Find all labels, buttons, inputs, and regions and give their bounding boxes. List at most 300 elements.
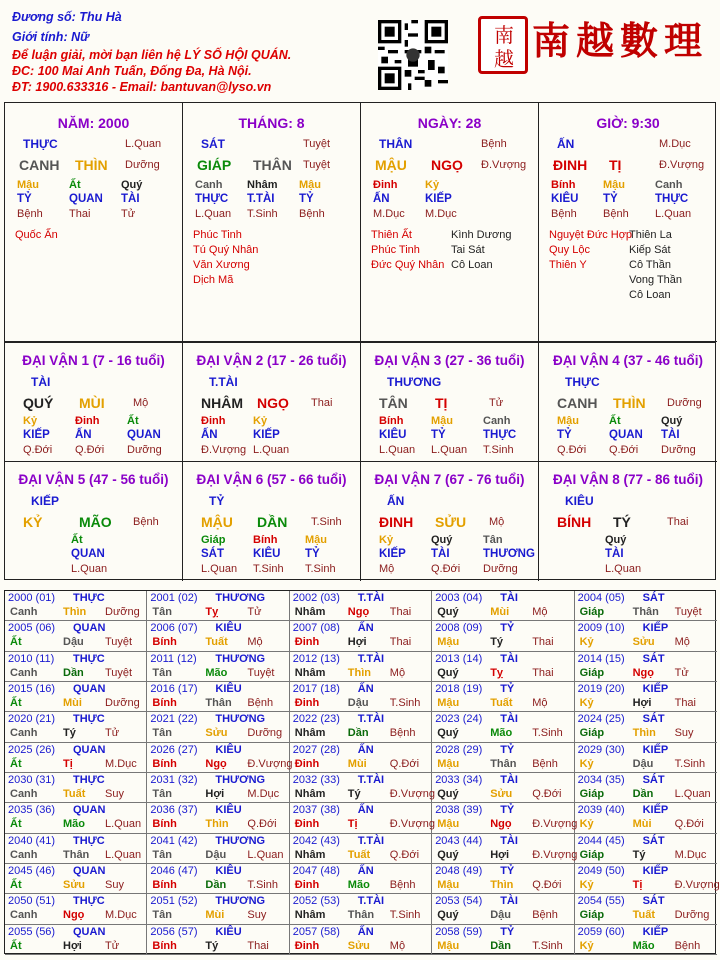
year-branch: Hợi xyxy=(63,939,82,952)
hidden-god: QUAN xyxy=(71,548,105,560)
year-stem: Bính xyxy=(152,697,177,709)
pillar-side-state: L.Quan xyxy=(125,138,162,150)
year-label: 2051 (52) xyxy=(150,895,198,908)
luck-god: TỶ xyxy=(209,494,225,508)
pillar-branch: TỊ xyxy=(609,157,622,173)
hidden-state: M.Dục xyxy=(373,208,405,220)
year-cell[interactable] xyxy=(5,834,147,864)
luck-period-8[interactable] xyxy=(539,462,717,581)
year-cell[interactable] xyxy=(290,773,435,803)
year-state: L.Quan xyxy=(105,818,142,831)
year-label: 2033 (34) xyxy=(435,774,483,786)
year-label: 2035 (36) xyxy=(8,804,56,817)
year-stem: Kỷ xyxy=(579,757,594,770)
hidden-stem: Quý xyxy=(605,534,627,546)
hidden-god: KIÊU xyxy=(379,429,407,441)
year-cell[interactable] xyxy=(432,743,574,773)
year-branch: Sửu xyxy=(63,879,86,891)
hidden-stem: Bính xyxy=(551,179,576,191)
year-cell[interactable] xyxy=(290,803,435,833)
year-cell[interactable] xyxy=(147,743,293,773)
pillar-stem-god: THỰC xyxy=(23,137,58,151)
year-state: Mộ xyxy=(389,939,406,952)
luck-period-5[interactable] xyxy=(5,462,183,581)
luck-god: KIẾP xyxy=(31,494,60,508)
hidden-state: T.Sinh xyxy=(247,208,278,220)
hidden-state: Bệnh xyxy=(551,208,577,220)
luck-title: ĐẠI VẬN 1 (7 - 16 tuổi) xyxy=(22,353,165,368)
year-label: 2009 (10) xyxy=(577,622,625,635)
phone-line[interactable]: ĐT: 1900.633316 - Email: bantuvan@lyso.vn xyxy=(12,80,272,94)
year-cell[interactable] xyxy=(5,894,147,924)
year-label: 2016 (17) xyxy=(150,683,198,695)
year-stem: Tân xyxy=(152,727,172,740)
year-state: Q.Đới xyxy=(389,757,420,770)
year-state: Đ.Vượng xyxy=(389,788,435,800)
year-cell[interactable] xyxy=(432,803,578,833)
hidden-god: KIẾP xyxy=(425,193,452,205)
year-state: Mộ xyxy=(532,697,548,709)
year-cell[interactable] xyxy=(147,925,289,955)
year-label: 2004 (05) xyxy=(577,592,625,604)
year-god: TÀI xyxy=(500,592,518,604)
year-label: 2045 (46) xyxy=(8,865,56,877)
year-branch: Dậu xyxy=(63,636,84,649)
year-branch: Tuất xyxy=(347,848,371,861)
year-cell[interactable] xyxy=(5,682,147,712)
year-cell[interactable] xyxy=(575,621,717,651)
year-god: TÀI xyxy=(500,834,518,847)
hidden-god: T.TÀI xyxy=(247,193,275,205)
year-branch: Tý xyxy=(632,848,646,861)
year-cell[interactable] xyxy=(290,894,432,924)
year-label: 2022 (23) xyxy=(292,713,340,726)
year-stem: Bính xyxy=(152,636,177,649)
star-label: Thiên Ất xyxy=(371,229,412,241)
luck-branch: MÃO xyxy=(79,514,112,530)
luck-title: ĐẠI VẬN 3 (27 - 36 tuổi) xyxy=(374,353,525,368)
pillar-branch-state: Tuyệt xyxy=(303,159,331,171)
year-label: 2043 (44) xyxy=(435,834,483,847)
year-state: Tử xyxy=(105,727,120,740)
year-branch: Thìn xyxy=(347,666,372,679)
pillar-branch: THÂN xyxy=(253,157,292,173)
year-cell[interactable] xyxy=(432,834,578,864)
luck-state: Bệnh xyxy=(133,516,159,528)
star-label: Tai Sát xyxy=(451,244,485,256)
year-cell[interactable] xyxy=(575,834,717,864)
hidden-stem: Ất xyxy=(127,415,139,427)
year-stem: Tân xyxy=(152,666,172,679)
year-state: L.Quan xyxy=(105,848,142,861)
hidden-stem: Quý xyxy=(431,534,453,546)
year-label: 2058 (59) xyxy=(435,925,483,938)
year-label: 2021 (22) xyxy=(150,713,198,726)
year-branch: Thân xyxy=(632,606,659,618)
year-cell[interactable] xyxy=(575,743,717,773)
star-label: Thiên Y xyxy=(549,259,587,271)
year-stem: Đinh xyxy=(294,879,320,891)
year-stem: Giáp xyxy=(579,727,605,740)
year-cell[interactable] xyxy=(432,894,574,924)
year-state: T.Sinh xyxy=(389,909,421,922)
year-cell[interactable] xyxy=(290,864,432,894)
hidden-stem: Đinh xyxy=(201,415,226,427)
hidden-stem: Kỷ xyxy=(379,534,394,546)
year-label: 2024 (25) xyxy=(577,713,625,726)
year-branch: Dần xyxy=(63,666,84,679)
year-label: 2041 (42) xyxy=(150,834,198,847)
year-label: 2042 (43) xyxy=(292,834,340,847)
hidden-god: QUAN xyxy=(69,193,103,205)
year-cell[interactable] xyxy=(290,712,432,742)
hidden-stem: Mậu xyxy=(17,179,39,191)
year-god: ẤN xyxy=(357,622,374,635)
hidden-god: TỶ xyxy=(305,548,320,560)
year-label: 2038 (39) xyxy=(435,804,483,817)
year-god: THỰC xyxy=(73,774,105,786)
luck-period-1[interactable] xyxy=(5,343,183,462)
year-label: 2027 (28) xyxy=(292,743,340,756)
luck-state: Thai xyxy=(667,516,689,528)
year-stem: Ất xyxy=(10,697,22,709)
year-cell[interactable] xyxy=(5,773,147,803)
year-stem: Mậu xyxy=(437,939,460,952)
year-cell[interactable] xyxy=(5,864,147,894)
year-cell[interactable] xyxy=(575,652,717,682)
pillar-branch: THÌN xyxy=(75,157,108,173)
star-label: Phúc Tinh xyxy=(371,244,420,256)
year-label: 2059 (60) xyxy=(577,925,625,938)
luck-state: Mộ xyxy=(489,516,505,528)
year-branch: Tỵ xyxy=(205,606,219,618)
year-label: 2000 (01) xyxy=(8,592,56,604)
year-state: Suy xyxy=(247,909,267,922)
year-god: TỶ xyxy=(500,804,515,817)
year-cell[interactable] xyxy=(290,591,432,621)
year-god: THƯƠNG xyxy=(215,774,266,786)
year-branch: Dậu xyxy=(347,697,369,709)
year-branch: Hợi xyxy=(632,697,652,709)
hidden-god: KIẾP xyxy=(253,429,280,441)
luck-title: ĐẠI VẬN 6 (57 - 66 tuổi) xyxy=(196,472,347,487)
year-cell[interactable] xyxy=(290,682,432,712)
year-god: THỰC xyxy=(73,895,105,908)
luck-period-2[interactable] xyxy=(183,343,361,462)
pillar-stem: MẬU xyxy=(375,157,407,173)
year-state: Tử xyxy=(674,666,689,679)
year-stem: Nhâm xyxy=(294,788,326,800)
hidden-state: Dưỡng xyxy=(127,444,162,456)
year-cell[interactable] xyxy=(147,773,289,803)
years-grid xyxy=(4,590,720,954)
year-cell[interactable] xyxy=(5,652,147,682)
hidden-state: Bệnh xyxy=(603,208,629,220)
year-cell[interactable] xyxy=(432,591,574,621)
year-god: THƯƠNG xyxy=(215,713,266,726)
year-cell[interactable] xyxy=(432,652,574,682)
year-cell[interactable] xyxy=(432,712,574,742)
year-branch: Thìn xyxy=(490,879,514,891)
year-state: Q.Đới xyxy=(532,788,562,800)
year-stem: Nhâm xyxy=(294,848,326,861)
year-branch: Thìn xyxy=(632,727,656,740)
year-god: ẤN xyxy=(357,865,374,877)
year-stem: Quý xyxy=(437,788,459,800)
year-cell[interactable] xyxy=(147,803,289,833)
pillar-branch-state: Đ.Vượng xyxy=(659,159,705,171)
year-cell[interactable] xyxy=(575,773,717,803)
year-branch: Mùi xyxy=(347,757,367,770)
year-state: Mộ xyxy=(532,606,548,618)
year-state: L.Quan xyxy=(674,788,711,800)
year-state: Mộ xyxy=(674,636,690,649)
hidden-stem: Ất xyxy=(71,534,83,546)
year-cell[interactable] xyxy=(5,621,147,651)
year-label: 2007 (08) xyxy=(292,622,340,635)
year-state: Q.Đới xyxy=(674,818,704,831)
year-cell[interactable] xyxy=(575,682,717,712)
year-label: 2015 (16) xyxy=(8,683,56,695)
year-cell[interactable] xyxy=(575,591,717,621)
year-god: KIÊU xyxy=(215,683,242,695)
year-god: ẤN xyxy=(357,683,374,695)
year-cell[interactable] xyxy=(432,864,574,894)
hidden-stem: Kỷ xyxy=(23,415,38,427)
hidden-state: T.Sinh xyxy=(253,563,284,575)
year-branch: Thìn xyxy=(63,606,87,618)
luck-period-3[interactable] xyxy=(361,343,539,462)
luck-stem: BÍNH xyxy=(557,514,592,530)
hidden-state: M.Dục xyxy=(425,208,457,220)
hidden-state: L.Quan xyxy=(379,444,416,456)
year-state: Bệnh xyxy=(389,727,416,740)
year-label: 2006 (07) xyxy=(150,622,198,635)
luck-god: KIÊU xyxy=(565,494,594,508)
year-label: 2053 (54) xyxy=(435,895,483,908)
hidden-stem: Mậu xyxy=(603,179,625,191)
pillar-1[interactable] xyxy=(5,103,183,342)
luck-period-6[interactable] xyxy=(183,462,361,581)
year-stem: Quý xyxy=(437,909,459,922)
year-cell[interactable] xyxy=(147,682,289,712)
luck-god: ẤN xyxy=(387,494,405,508)
year-stem: Mậu xyxy=(437,697,460,709)
year-stem: Canh xyxy=(10,788,38,800)
hidden-stem: Bính xyxy=(253,534,278,546)
year-cell[interactable] xyxy=(575,712,717,742)
year-state: Bệnh xyxy=(674,939,701,952)
year-cell[interactable] xyxy=(290,743,432,773)
year-god: KIẾP xyxy=(642,865,669,877)
year-stem: Nhâm xyxy=(294,606,326,618)
year-state: Đ.Vượng xyxy=(532,818,578,831)
hidden-god: TÀI xyxy=(661,429,680,441)
year-god: KIẾP xyxy=(642,622,669,635)
year-branch: Ngọ xyxy=(632,666,654,679)
year-stem: Canh xyxy=(10,606,38,618)
year-stem: Mậu xyxy=(437,757,460,770)
year-god: KIÊU xyxy=(215,804,242,817)
hidden-state: Đ.Vượng xyxy=(201,444,247,456)
year-cell[interactable] xyxy=(5,712,147,742)
year-cell[interactable] xyxy=(290,834,432,864)
year-cell[interactable] xyxy=(290,925,432,955)
hidden-god: THỰC xyxy=(483,429,517,441)
year-god: ẤN xyxy=(357,743,374,756)
year-cell[interactable] xyxy=(432,621,574,651)
year-branch: Mão xyxy=(632,939,655,952)
year-god: TÀI xyxy=(500,774,518,786)
year-cell[interactable] xyxy=(147,591,289,621)
hidden-state: Q.Đới xyxy=(23,444,53,456)
year-god: QUAN xyxy=(73,804,106,817)
year-stem: Quý xyxy=(437,606,459,618)
year-branch: Dậu xyxy=(490,909,511,922)
qr-code-icon[interactable] xyxy=(378,20,448,90)
luck-period-7[interactable] xyxy=(361,462,539,581)
hidden-stem: Mậu xyxy=(299,179,321,191)
year-god: KIẾP xyxy=(642,683,669,695)
year-cell[interactable] xyxy=(575,803,717,833)
year-label: 2044 (45) xyxy=(577,834,625,847)
pillar-branch: NGỌ xyxy=(431,157,463,173)
year-cell[interactable] xyxy=(5,803,147,833)
star-label: Văn Xương xyxy=(193,259,250,271)
year-cell[interactable] xyxy=(5,743,147,773)
year-state: Tuyệt xyxy=(105,636,133,649)
address-line: ĐC: 100 Mai Anh Tuấn, Đống Đa, Hà Nội. xyxy=(12,64,252,78)
luck-title: ĐẠI VẬN 4 (37 - 46 tuổi) xyxy=(552,353,704,368)
hidden-god: KIÊU xyxy=(253,548,281,560)
hidden-stem: Đinh xyxy=(75,415,100,427)
year-state: Mộ xyxy=(389,666,406,679)
hidden-stem: Nhâm xyxy=(247,179,278,191)
year-state: T.Sinh xyxy=(674,757,706,770)
year-cell[interactable] xyxy=(5,925,147,955)
year-state: Thai xyxy=(532,636,554,649)
year-cell[interactable] xyxy=(147,834,289,864)
pillar-stem-god: THÂN xyxy=(379,137,413,151)
year-cell[interactable] xyxy=(147,621,289,651)
hidden-god: TÀI xyxy=(605,548,624,560)
year-stem: Mậu xyxy=(437,818,460,831)
year-branch: Mùi xyxy=(632,818,652,831)
year-state: Đ.Vượng xyxy=(247,757,293,770)
year-god: KIÊU xyxy=(215,622,242,635)
hidden-stem: Đinh xyxy=(373,179,398,191)
year-branch: Tị xyxy=(632,879,643,891)
year-cell[interactable] xyxy=(575,864,720,894)
luck-stem: MẬU xyxy=(201,514,233,530)
pillar-2[interactable] xyxy=(183,103,361,342)
year-cell[interactable] xyxy=(432,773,574,803)
year-state: Thai xyxy=(674,697,696,709)
year-label: 2028 (29) xyxy=(435,743,483,756)
year-god: SÁT xyxy=(642,895,665,908)
luck-title: ĐẠI VẬN 2 (17 - 26 tuổi) xyxy=(196,353,347,368)
pillar-4[interactable] xyxy=(539,103,717,342)
luck-branch: THÌN xyxy=(613,395,646,411)
luck-grid xyxy=(4,342,716,580)
year-branch: Dần xyxy=(347,727,369,740)
hidden-state: Dưỡng xyxy=(483,563,518,575)
star-label: Thiên La xyxy=(629,229,672,241)
year-cell[interactable] xyxy=(147,864,289,894)
hidden-god: TỶ xyxy=(603,193,618,205)
year-stem: Ất xyxy=(10,636,22,649)
year-cell[interactable] xyxy=(432,925,574,955)
year-cell[interactable] xyxy=(147,712,289,742)
year-label: 2008 (09) xyxy=(435,622,483,635)
year-branch: Tỵ xyxy=(490,666,504,679)
year-god: SÁT xyxy=(642,834,665,847)
year-branch: Dậu xyxy=(205,848,227,861)
year-cell[interactable] xyxy=(147,652,289,682)
year-branch: Dần xyxy=(490,939,511,952)
year-god: QUAN xyxy=(73,622,106,635)
luck-stem: QUÝ xyxy=(23,395,54,411)
luck-god: THỰC xyxy=(565,375,600,389)
star-label: Nguyệt Đức Hợp xyxy=(549,229,633,241)
name-line: Đương số: Thu Hà xyxy=(12,10,122,24)
year-label: 2046 (47) xyxy=(150,865,198,877)
year-cell[interactable] xyxy=(575,894,717,924)
luck-stem: CANH xyxy=(557,395,598,411)
year-cell[interactable] xyxy=(147,894,289,924)
luck-period-4[interactable] xyxy=(539,343,717,462)
star-label: Cô Thần xyxy=(629,259,671,271)
year-stem: Kỷ xyxy=(579,818,594,831)
hidden-stem: Mậu xyxy=(305,534,327,546)
year-label: 2031 (32) xyxy=(150,774,198,786)
year-cell[interactable] xyxy=(5,591,147,621)
year-branch: Thân xyxy=(205,697,232,709)
year-label: 2034 (35) xyxy=(577,774,625,786)
year-branch: Ngọ xyxy=(205,757,227,770)
year-branch: Hợi xyxy=(205,788,225,800)
year-label: 2054 (55) xyxy=(577,895,625,908)
header xyxy=(0,0,720,100)
year-branch: Hợi xyxy=(490,848,510,861)
year-label: 2019 (20) xyxy=(577,683,625,695)
hidden-state: L.Quan xyxy=(655,208,692,220)
year-stem: Đinh xyxy=(294,636,320,649)
hidden-state: L.Quan xyxy=(201,563,238,575)
year-cell[interactable] xyxy=(290,621,432,651)
year-state: Bệnh xyxy=(247,697,274,709)
year-stem: Bính xyxy=(152,757,177,770)
hidden-god: TỶ xyxy=(17,193,32,205)
year-cell[interactable] xyxy=(290,652,432,682)
year-label: 2010 (11) xyxy=(8,652,55,665)
pillar-branch-state: Đ.Vượng xyxy=(481,159,527,171)
year-cell[interactable] xyxy=(432,682,574,712)
hidden-god: KIẾP xyxy=(23,429,50,441)
hidden-god: KIẾP xyxy=(379,548,406,560)
pillar-3[interactable] xyxy=(361,103,539,342)
year-label: 2020 (21) xyxy=(8,713,56,726)
year-label: 2026 (27) xyxy=(150,743,198,756)
year-cell[interactable] xyxy=(575,925,717,955)
hidden-stem: Quý xyxy=(121,179,143,191)
year-stem: Bính xyxy=(152,818,177,831)
year-label: 2002 (03) xyxy=(292,592,340,604)
year-branch: Mão xyxy=(205,666,228,679)
year-label: 2052 (53) xyxy=(292,895,340,908)
year-stem: Đinh xyxy=(294,818,320,831)
year-stem: Ất xyxy=(10,757,22,770)
